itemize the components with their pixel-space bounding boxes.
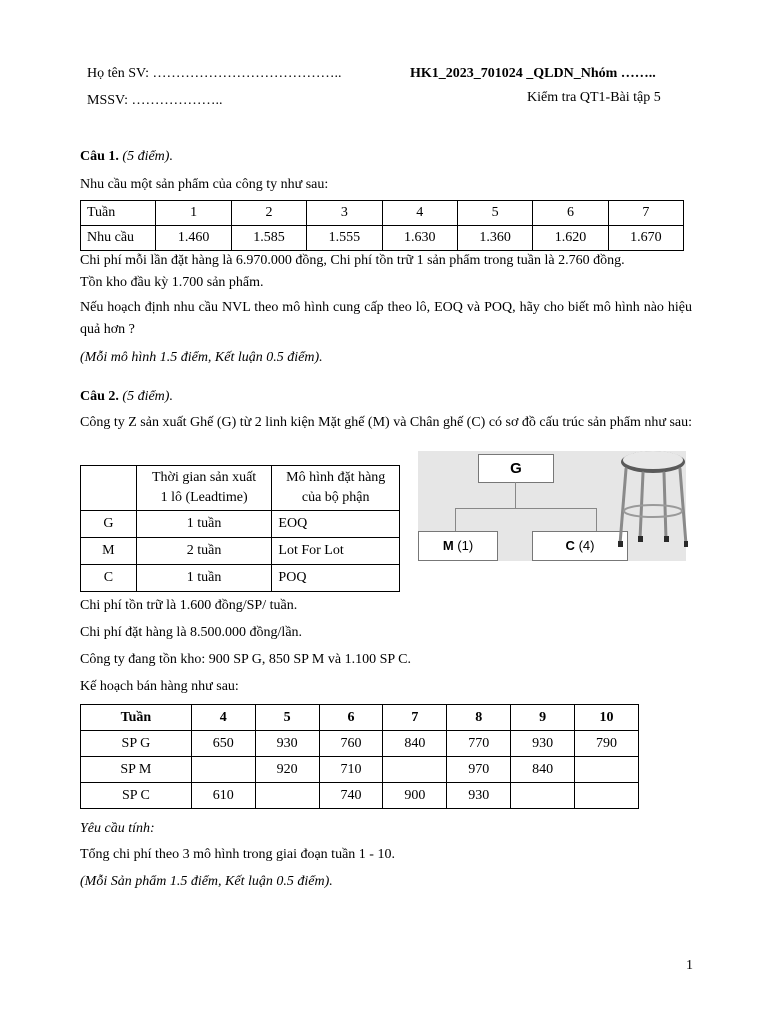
table-header-cell: 2 bbox=[231, 201, 306, 226]
table-cell bbox=[383, 757, 447, 783]
table-header-cell: 6 bbox=[319, 705, 383, 731]
table-header-cell: 3 bbox=[307, 201, 382, 226]
diagram-node-c-name: C bbox=[565, 538, 575, 553]
diagram-node-c-qty: (4) bbox=[578, 538, 595, 553]
q2-parts-table bbox=[80, 465, 400, 592]
table-header-cell: 6 bbox=[533, 201, 608, 226]
table-row bbox=[81, 705, 639, 731]
q1-question: Nếu hoạch định nhu cầu NVL theo mô hình cung cấp theo lô, EOQ và POQ, hãy cho biết mô hình nào hiệu quả hơn ? bbox=[80, 300, 692, 337]
table-row-label: SP C bbox=[81, 783, 192, 809]
q1-label: Câu 1. bbox=[80, 149, 119, 164]
q2-scoring: (Mỗi Sản phẩm 1.5 điểm, Kết luận 0.5 điểm). bbox=[80, 874, 333, 889]
q1-stock-line: Tồn kho đầu kỳ 1.700 sản phẩm. bbox=[80, 275, 264, 290]
model-header-line1: Mô hình đặt hàng bbox=[286, 470, 386, 485]
table-cell: 930 bbox=[447, 783, 511, 809]
q2-inventory: Công ty đang tồn kho: 900 SP G, 850 SP M và 1.100 SP C. bbox=[80, 652, 411, 667]
table-header-cell: 4 bbox=[382, 201, 457, 226]
table-header-cell: Tuần bbox=[81, 201, 156, 226]
table-cell: Lot For Lot bbox=[272, 538, 400, 565]
table-cell: 1.630 bbox=[382, 226, 457, 251]
diagram-node-m-qty: (1) bbox=[457, 538, 474, 553]
table-cell: 760 bbox=[319, 731, 383, 757]
table-cell bbox=[575, 757, 639, 783]
leadtime-header-line2: 1 lô (Leadtime) bbox=[160, 490, 248, 505]
table-cell: C bbox=[81, 565, 137, 592]
table-header-cell bbox=[272, 466, 400, 511]
table-cell: 1.460 bbox=[156, 226, 231, 251]
table-cell: M bbox=[81, 538, 137, 565]
table-cell: POQ bbox=[272, 565, 400, 592]
table-cell: 920 bbox=[255, 757, 319, 783]
table-header-cell: 7 bbox=[608, 201, 683, 226]
table-cell bbox=[575, 783, 639, 809]
q2-requirement: Yêu cầu tính: bbox=[80, 821, 155, 836]
q1-points: (5 điểm). bbox=[122, 149, 173, 164]
table-header-cell: Tuần bbox=[81, 705, 192, 731]
table-cell: 2 tuần bbox=[136, 538, 272, 565]
table-row-label: SP G bbox=[81, 731, 192, 757]
model-header-line2: của bộ phận bbox=[301, 490, 370, 505]
student-id-line: MSSV: ……………….. bbox=[87, 93, 223, 108]
student-name-line: Họ tên SV: ………………………………….. bbox=[87, 66, 342, 81]
table-cell: 770 bbox=[447, 731, 511, 757]
q1-demand-table bbox=[80, 200, 684, 251]
table-cell: EOQ bbox=[272, 511, 400, 538]
table-cell: 840 bbox=[511, 757, 575, 783]
table-cell: 710 bbox=[319, 757, 383, 783]
table-cell: 930 bbox=[511, 731, 575, 757]
q1-cost-line: Chi phí mỗi lần đặt hàng là 6.970.000 đồng, Chi phí tồn trữ 1 sản phẩm trong tuần là 2.760 đồng. bbox=[80, 253, 625, 268]
table-cell: 1 tuần bbox=[136, 565, 272, 592]
test-title: Kiểm tra QT1-Bài tập 5 bbox=[527, 90, 661, 105]
table-cell bbox=[191, 757, 255, 783]
q2-heading bbox=[80, 389, 173, 405]
table-header-cell: 5 bbox=[457, 201, 532, 226]
table-row-label: Nhu cầu bbox=[81, 226, 156, 251]
table-header-cell: 1 bbox=[156, 201, 231, 226]
table-cell: 930 bbox=[255, 731, 319, 757]
table-cell: 970 bbox=[447, 757, 511, 783]
diagram-node-m-name: M bbox=[442, 538, 454, 553]
table-cell: 740 bbox=[319, 783, 383, 809]
table-cell: 650 bbox=[191, 731, 255, 757]
diagram-connector bbox=[596, 508, 597, 531]
q1-intro: Nhu cầu một sản phẩm của công ty như sau: bbox=[80, 177, 329, 192]
stool-image bbox=[618, 449, 688, 549]
q1-scoring: (Mỗi mô hình 1.5 điểm, Kết luận 0.5 điểm). bbox=[80, 350, 323, 365]
table-cell bbox=[255, 783, 319, 809]
table-row bbox=[81, 538, 400, 565]
table-header-cell bbox=[81, 466, 137, 511]
table-header-cell: 9 bbox=[511, 705, 575, 731]
table-header-cell bbox=[136, 466, 272, 511]
table-header-cell: 4 bbox=[191, 705, 255, 731]
table-header-cell: 7 bbox=[383, 705, 447, 731]
table-cell: 790 bbox=[575, 731, 639, 757]
leadtime-header-line1: Thời gian sản xuất bbox=[151, 470, 257, 485]
table-row bbox=[81, 466, 400, 511]
table-cell: 1.555 bbox=[307, 226, 382, 251]
exam-code: HK1_2023_701024 _QLDN_Nhóm …….. bbox=[410, 66, 656, 81]
table-row bbox=[81, 511, 400, 538]
diagram-node-c bbox=[532, 531, 628, 561]
table-header-cell: 8 bbox=[447, 705, 511, 731]
q2-task: Tổng chi phí theo 3 mô hình trong giai đoạn tuần 1 - 10. bbox=[80, 847, 395, 862]
page-number: 1 bbox=[686, 958, 693, 973]
table-row bbox=[81, 757, 639, 783]
table-cell bbox=[511, 783, 575, 809]
table-cell: 1.360 bbox=[457, 226, 532, 251]
table-header-cell: 10 bbox=[575, 705, 639, 731]
table-cell: G bbox=[81, 511, 137, 538]
table-row bbox=[81, 201, 684, 226]
table-row bbox=[81, 565, 400, 592]
q2-order-cost: Chi phí đặt hàng là 8.500.000 đồng/lần. bbox=[80, 625, 303, 640]
table-cell: 900 bbox=[383, 783, 447, 809]
q2-points: (5 điểm). bbox=[122, 389, 173, 404]
q2-intro: Công ty Z sản xuất Ghế (G) từ 2 linh kiện Mặt ghế (M) và Chân ghế (C) có sơ đồ cấu trúc sản phẩm như sau: bbox=[80, 415, 693, 430]
q2-plan-intro: Kế hoạch bán hàng như sau: bbox=[80, 679, 239, 694]
table-cell: 1 tuần bbox=[136, 511, 272, 538]
q1-heading bbox=[80, 149, 173, 165]
table-cell: 1.585 bbox=[231, 226, 306, 251]
table-row-label: SP M bbox=[81, 757, 192, 783]
table-row bbox=[81, 226, 684, 251]
table-row bbox=[81, 731, 639, 757]
table-row bbox=[81, 783, 639, 809]
diagram-connector bbox=[515, 482, 516, 508]
table-cell: 1.620 bbox=[533, 226, 608, 251]
diagram-node-root: G bbox=[478, 454, 554, 483]
table-cell: 610 bbox=[191, 783, 255, 809]
table-cell: 840 bbox=[383, 731, 447, 757]
q2-label: Câu 2. bbox=[80, 389, 119, 404]
diagram-node-m bbox=[418, 531, 498, 561]
q2-sales-table bbox=[80, 704, 639, 809]
table-header-cell: 5 bbox=[255, 705, 319, 731]
table-cell: 1.670 bbox=[608, 226, 683, 251]
q2-holding-cost: Chi phí tồn trữ là 1.600 đồng/SP/ tuần. bbox=[80, 598, 298, 613]
diagram-connector bbox=[455, 508, 596, 509]
diagram-connector bbox=[455, 508, 456, 531]
